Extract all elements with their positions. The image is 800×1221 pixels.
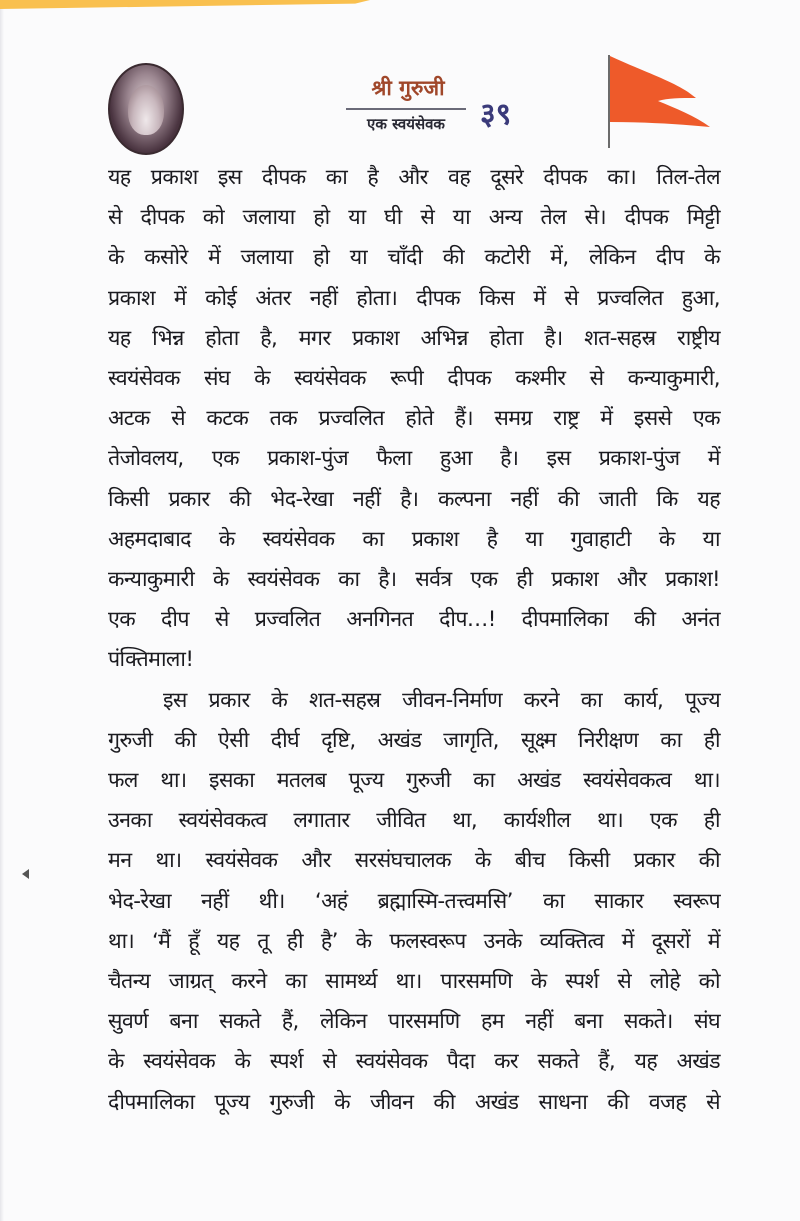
title-divider xyxy=(346,108,466,110)
paragraph xyxy=(108,681,720,1123)
text-line: कन्याकुमारी के स्वयंसेवक का है। सर्वत्र एक ही प्रकाश और प्रकाश! xyxy=(108,567,720,593)
portrait-face xyxy=(128,85,164,135)
body-text xyxy=(108,158,720,1123)
text-line: उनका स्वयंसेवकत्व लगातार जीवित था, कार्यशील था। एक ही xyxy=(108,808,720,834)
saffron-flag-icon xyxy=(600,52,720,152)
text-line: तेजोवलय, एक प्रकाश-पुंज फैला हुआ है। इस प्रकाश-पुंज में xyxy=(108,446,720,472)
paragraph xyxy=(108,158,720,681)
text-line: किसी प्रकार की भेद-रेखा नहीं है। कल्पना नहीं की जाती कि यह xyxy=(108,486,720,512)
text-line: प्रकाश में कोई अंतर नहीं होता। दीपक किस में से प्रज्वलित हुआ, xyxy=(108,285,720,311)
text-line: पंक्तिमाला! xyxy=(108,647,194,673)
text-line: एक दीप से प्रज्वलित अनगिनत दीप…! दीपमालिका की अनंत xyxy=(108,607,720,633)
text-line: यह भिन्न होता है, मगर प्रकाश अभिन्न होता है। शत-सहस्र राष्ट्रीय xyxy=(108,325,720,351)
text-line: भेद-रेखा नहीं थी। ‘अहं ब्रह्मास्मि-तत्त्वमसि’ का साकार स्वरूप xyxy=(108,888,720,914)
text-line: चैतन्य जाग्रत् करने का सामर्थ्य था। पारसमणि के स्पर्श से लोहे को xyxy=(108,969,720,995)
series-title: श्री गुरुजी xyxy=(371,76,445,100)
text-line: दीपमालिका पूज्य गुरुजी के जीवन की अखंड साधना की वजह से xyxy=(108,1089,720,1115)
page-header xyxy=(0,0,800,160)
text-line: अहमदाबाद के स्वयंसेवक का प्रकाश है या गुवाहाटी के या xyxy=(108,526,720,552)
text-line: यह प्रकाश इस दीपक का है और वह दूसरे दीपक का। तिल-तेल xyxy=(108,165,720,190)
text-line: गुरुजी की ऐसी दीर्घ दृष्टि, अखंड जागृति, सूक्ष्म निरीक्षण का ही xyxy=(108,727,720,753)
text-line: सुवर्ण बना सकते हैं, लेकिन पारसमणि हम नहीं बना सकते। संघ xyxy=(108,1009,720,1035)
text-line: स्वयंसेवक संघ के स्वयंसेवक रूपी दीपक कश्मीर से कन्याकुमारी, xyxy=(108,366,720,392)
text-line: के कसोरे में जलाया हो या चाँदी की कटोरी में, लेकिन दीप के xyxy=(108,245,720,271)
text-line: अटक से कटक तक प्रज्वलित होते हैं। समग्र राष्ट्र में इससे एक xyxy=(108,406,720,432)
flag-cloth xyxy=(610,56,710,127)
text-line: था। ‘मैं हूँ यह तू ही है’ के फलस्वरूप उनके व्यक्तित्व में दूसरों में xyxy=(108,928,720,954)
text-line: मन था। स्वयंसेवक और सरसंघचालक के बीच किसी प्रकार की xyxy=(108,848,720,874)
page-edge-shadow xyxy=(0,0,4,1221)
text-line: फल था। इसका मतलब पूज्य गुरुजी का अखंड स्वयंसेवकत्व था। xyxy=(108,768,720,794)
text-line: इस प्रकार के शत-सहस्र जीवन-निर्माण करने का कार्य, पूज्य xyxy=(163,687,720,713)
text-line: से दीपक को जलाया हो या घी से या अन्य तेल से। दीपक मिट्टी xyxy=(108,205,720,231)
series-subtitle: एक स्वयंसेवक xyxy=(367,115,445,133)
text-line: के स्वयंसेवक के स्पर्श से स्वयंसेवक पैदा कर सकते हैं, यह अखंड xyxy=(108,1049,720,1075)
portrait-photo-icon xyxy=(108,63,184,155)
margin-mark xyxy=(22,869,29,879)
page-number: ३९ xyxy=(480,97,512,132)
